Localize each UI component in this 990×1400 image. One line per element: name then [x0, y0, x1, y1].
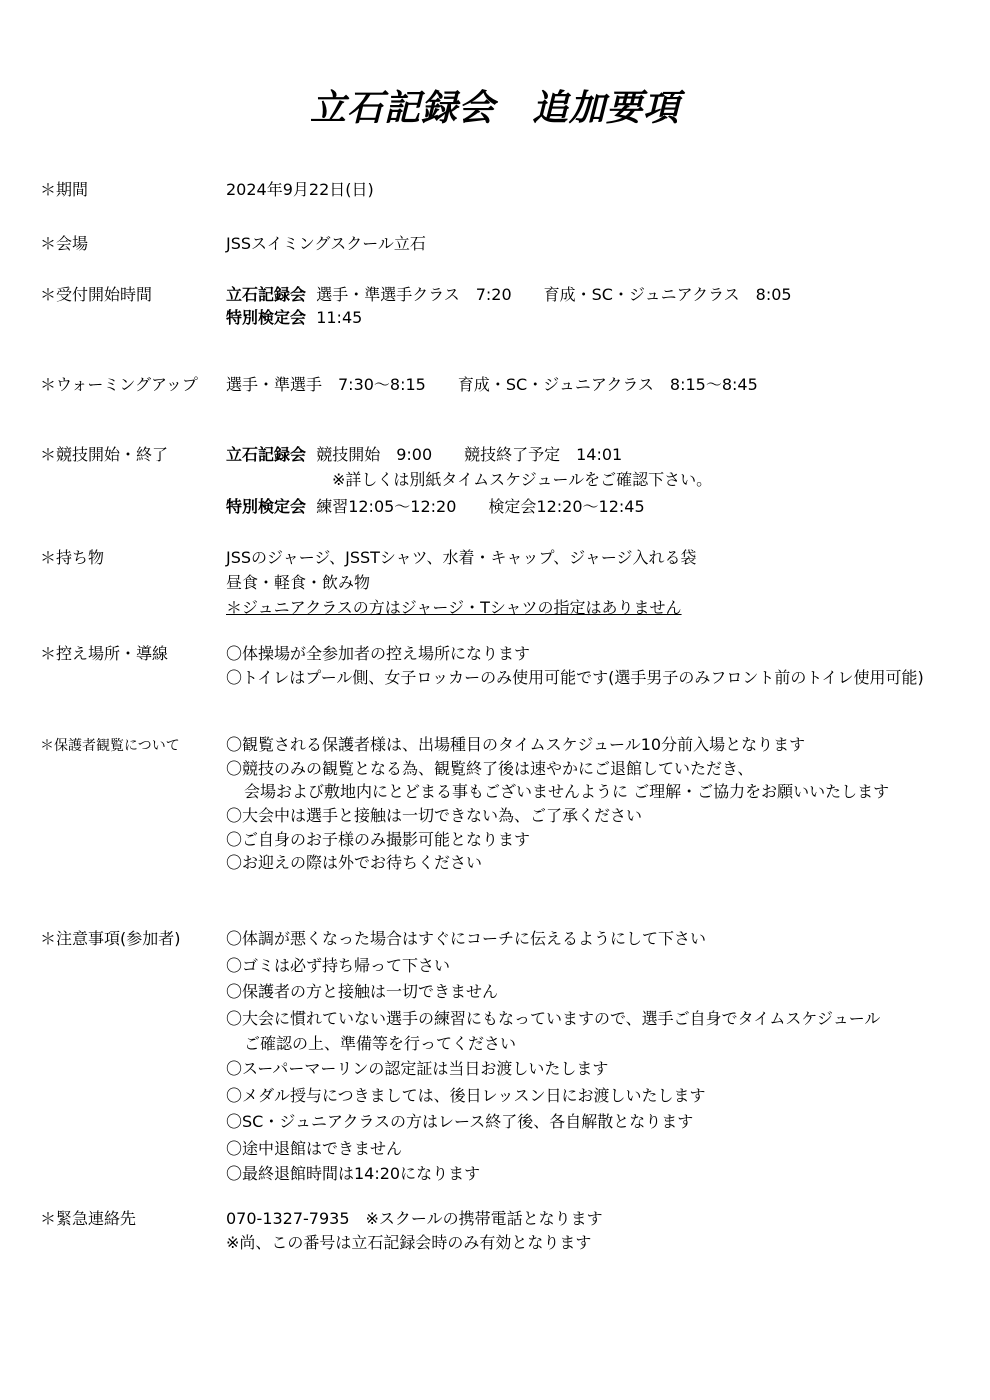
- waiting-line-2: 〇トイレはプール側、女子ロッカーのみ使用可能です(選手男子のみフロント前のトイレ使用可能): [226, 668, 924, 687]
- competition-row-2-text: 練習12:05～12:20 検定会12:20～12:45: [316, 497, 645, 516]
- period-label: ＊期間: [40, 180, 89, 199]
- competition-row-1: [226, 443, 622, 467]
- belongings-line-1: JSSのジャージ、JSSTシャツ、水着・キャップ、ジャージ入れる袋: [226, 548, 697, 567]
- document-title: 立石記録会 追加要項: [309, 88, 680, 129]
- emergency-label: ＊緊急連絡先: [40, 1209, 137, 1228]
- period-value: 2024年9月22日(日): [226, 180, 374, 199]
- guardian-line-4: 〇大会中は選手と接触は一切できない為、ご了承ください: [226, 806, 643, 825]
- notes-line-7: 〇メダル授与につきましては、後日レッスン日にお渡しいたします: [226, 1086, 706, 1105]
- guardian-line-2: 〇競技のみの観覧となる為、観覧終了後は速やかにご退館していただき、: [226, 759, 754, 778]
- competition-label: ＊競技開始・終了: [40, 445, 169, 464]
- competition-row-2: [226, 495, 645, 519]
- guardian-line-6: 〇お迎えの際は外でお待ちください: [226, 853, 483, 872]
- warmup-label: ＊ウォーミングアップ: [40, 375, 198, 394]
- reception-row-2: [226, 306, 362, 330]
- belongings-label: ＊持ち物: [40, 548, 105, 567]
- notes-line-8: 〇SC・ジュニアクラスの方はレース終了後、各自解散となります: [226, 1112, 694, 1131]
- guardian-line-3: 会場および敷地内にとどまる事もございませんように ご理解・ご協力をお願いいたします: [244, 782, 890, 801]
- venue-value: JSSスイミングスクール立石: [226, 234, 426, 253]
- guardian-line-5: 〇ご自身のお子様のみ撮影可能となります: [226, 830, 531, 849]
- notes-line-1: 〇体調が悪くなった場合はすぐにコーチに伝えるようにして下さい: [226, 929, 707, 948]
- emergency-line-1: 070-1327-7935 ※スクールの携帯電話となります: [226, 1209, 603, 1228]
- reception-row-1-text: 選手・準選手クラス 7:20 育成・SC・ジュニアクラス 8:05: [316, 285, 792, 304]
- reception-label: ＊受付開始時間: [40, 285, 153, 304]
- notes-line-3: 〇保護者の方と接触は一切できません: [226, 982, 499, 1001]
- guardian-label: ＊保護者観覧について: [40, 738, 180, 754]
- waiting-label: ＊控え場所・導線: [40, 644, 169, 663]
- competition-row-2-head: 特別検定会: [226, 497, 307, 516]
- reception-row-2-head: 特別検定会: [226, 308, 307, 327]
- reception-row-1: [226, 283, 792, 307]
- competition-note: ※詳しくは別紙タイムスケジュールをご確認下さい。: [332, 470, 713, 489]
- guardian-line-1: 〇観覧される保護者様は、出場種目のタイムスケジュール10分前入場となります: [226, 735, 806, 754]
- competition-row-1-head: 立石記録会: [226, 445, 307, 464]
- waiting-line-1: 〇体操場が全参加者の控え場所になります: [226, 644, 531, 663]
- notes-line-10: 〇最終退館時間は14:20になります: [226, 1164, 481, 1183]
- warmup-value: 選手・準選手 7:30～8:15 育成・SC・ジュニアクラス 8:15～8:45: [226, 375, 758, 394]
- emergency-line-2: ※尚、この番号は立石記録会時のみ有効となります: [226, 1233, 592, 1252]
- notes-line-6: 〇スーパーマーリンの認定証は当日お渡しいたします: [226, 1059, 609, 1078]
- notes-line-5: ご確認の上、準備等を行ってください: [244, 1034, 517, 1053]
- notes-line-9: 〇途中退館はできません: [226, 1139, 403, 1158]
- belongings-line-2: 昼食・軽食・飲み物: [226, 573, 371, 592]
- notes-line-4: 〇大会に慣れていない選手の練習にもなっていますので、選手ご自身でタイムスケジュール: [226, 1009, 881, 1028]
- reception-row-2-text: 11:45: [316, 308, 363, 327]
- competition-row-1-text: 競技開始 9:00 競技終了予定 14:01: [316, 445, 623, 464]
- belongings-line-3: ＊ジュニアクラスの方はジャージ・Tシャツの指定はありません: [226, 598, 682, 617]
- notes-label: ＊注意事項(参加者): [40, 929, 181, 948]
- venue-label: ＊会場: [40, 234, 89, 253]
- notes-line-2: 〇ゴミは必ず持ち帰って下さい: [226, 956, 451, 975]
- reception-row-1-head: 立石記録会: [226, 285, 307, 304]
